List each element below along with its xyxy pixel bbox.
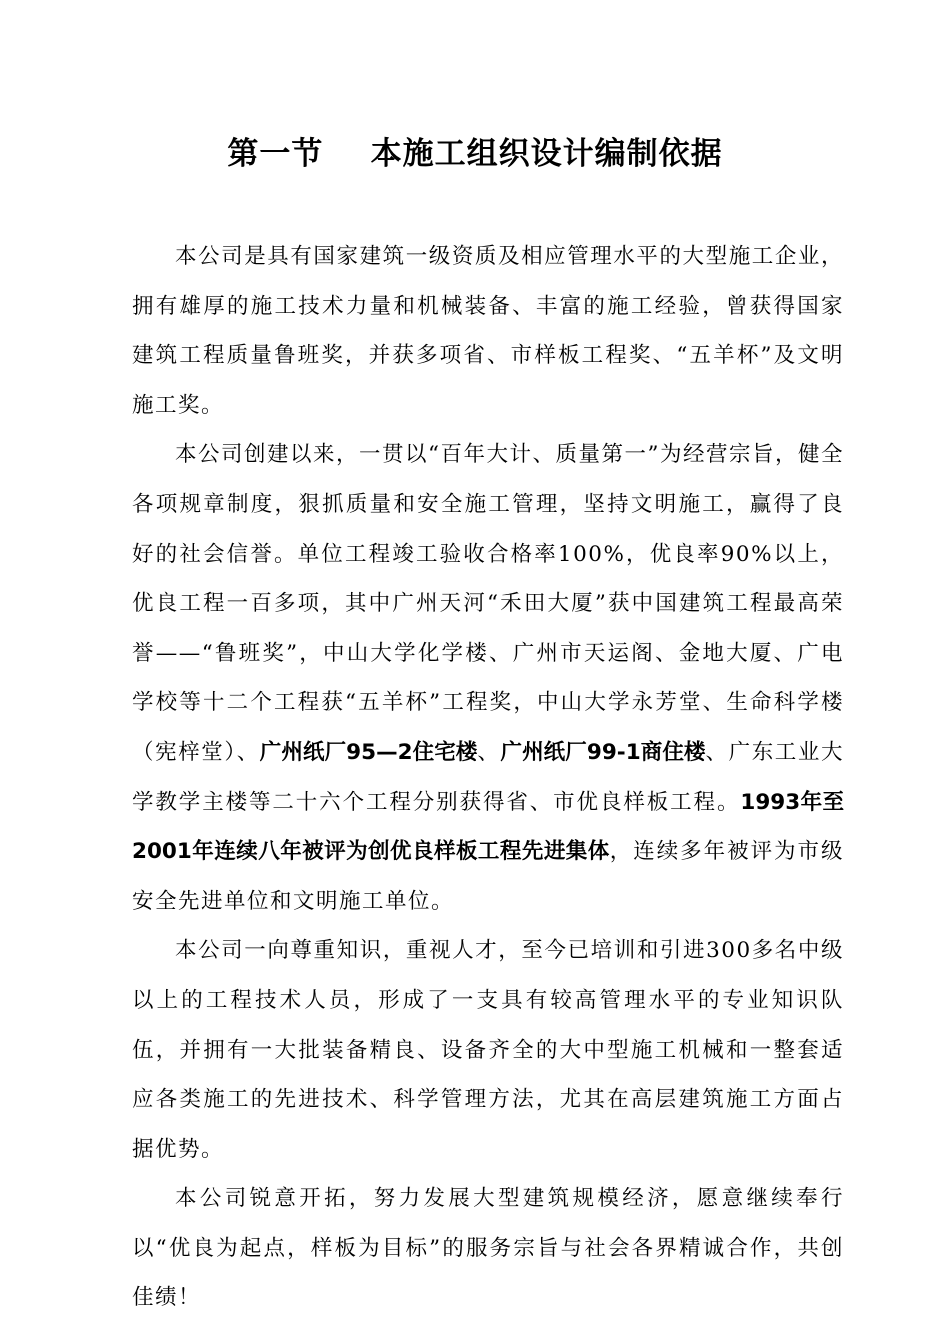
document-body [132, 232, 844, 1323]
bold-achievement: 1993年至2001年连续八年被评为创优良样板工程先进集体 [132, 789, 844, 865]
bold-project-name: 广州纸厂95—2住宅楼 [259, 739, 478, 765]
paragraph-quality-awards [132, 430, 844, 926]
paragraph-text: 本公司创建以来，一贯以“百年大计、质量第一”为经营宗旨，健全各项规章制度，狠抓质量和安全施工管理，坚持文明施工，赢得了良好的社会信誉。单位工程竣工验收合格率100%，优良率90%以上，优良工程一百多项，其中广州天河“禾田大厦”获中国建筑工程最高荣誉——“鲁班奖”，中山大学化学楼、广州市天运阁、金地大厦、广电学校等十二个工程获“五羊杯”工程奖，中山大学永芳堂、生命科学楼（宪梓堂）、 [132, 442, 844, 765]
bold-project-name: 广州纸厂99-1商住楼 [500, 739, 706, 765]
paragraph-text: 、 [477, 739, 501, 765]
paragraph-company-qualification: 本公司是具有国家建筑一级资质及相应管理水平的大型施工企业，拥有雄厚的施工技术力量和机械装备、丰富的施工经验，曾获得国家建筑工程质量鲁班奖，并获多项省、市样板工程奖、“五羊杯”及文明施工奖。 [132, 244, 844, 418]
paragraph-text: 、广东工业大学教学主楼等二十六个工程分别获得省、市优良样板工程。 [132, 739, 844, 815]
paragraph-text: ，连续多年被评为市级安全先进单位和文明施工单位。 [132, 839, 844, 914]
paragraph-mission: 本公司锐意开拓，努力发展大型建筑规模经济，愿意继续奉行以“优良为起点，样板为目标”的服务宗旨与社会各界精诚合作，共创佳绩！ [132, 1186, 844, 1311]
paragraph-talent: 本公司一向尊重知识，重视人才，至今已培训和引进300多名中级以上的工程技术人员，形成了一支具有较高管理水平的专业知识队伍，并拥有一大批装备精良、设备齐全的大中型施工机械和一整套适应各类施工的先进技术、科学管理方法，尤其在高层建筑施工方面占据优势。 [132, 938, 844, 1162]
section-title: 第一节 本施工组织设计编制依据 [227, 136, 723, 172]
